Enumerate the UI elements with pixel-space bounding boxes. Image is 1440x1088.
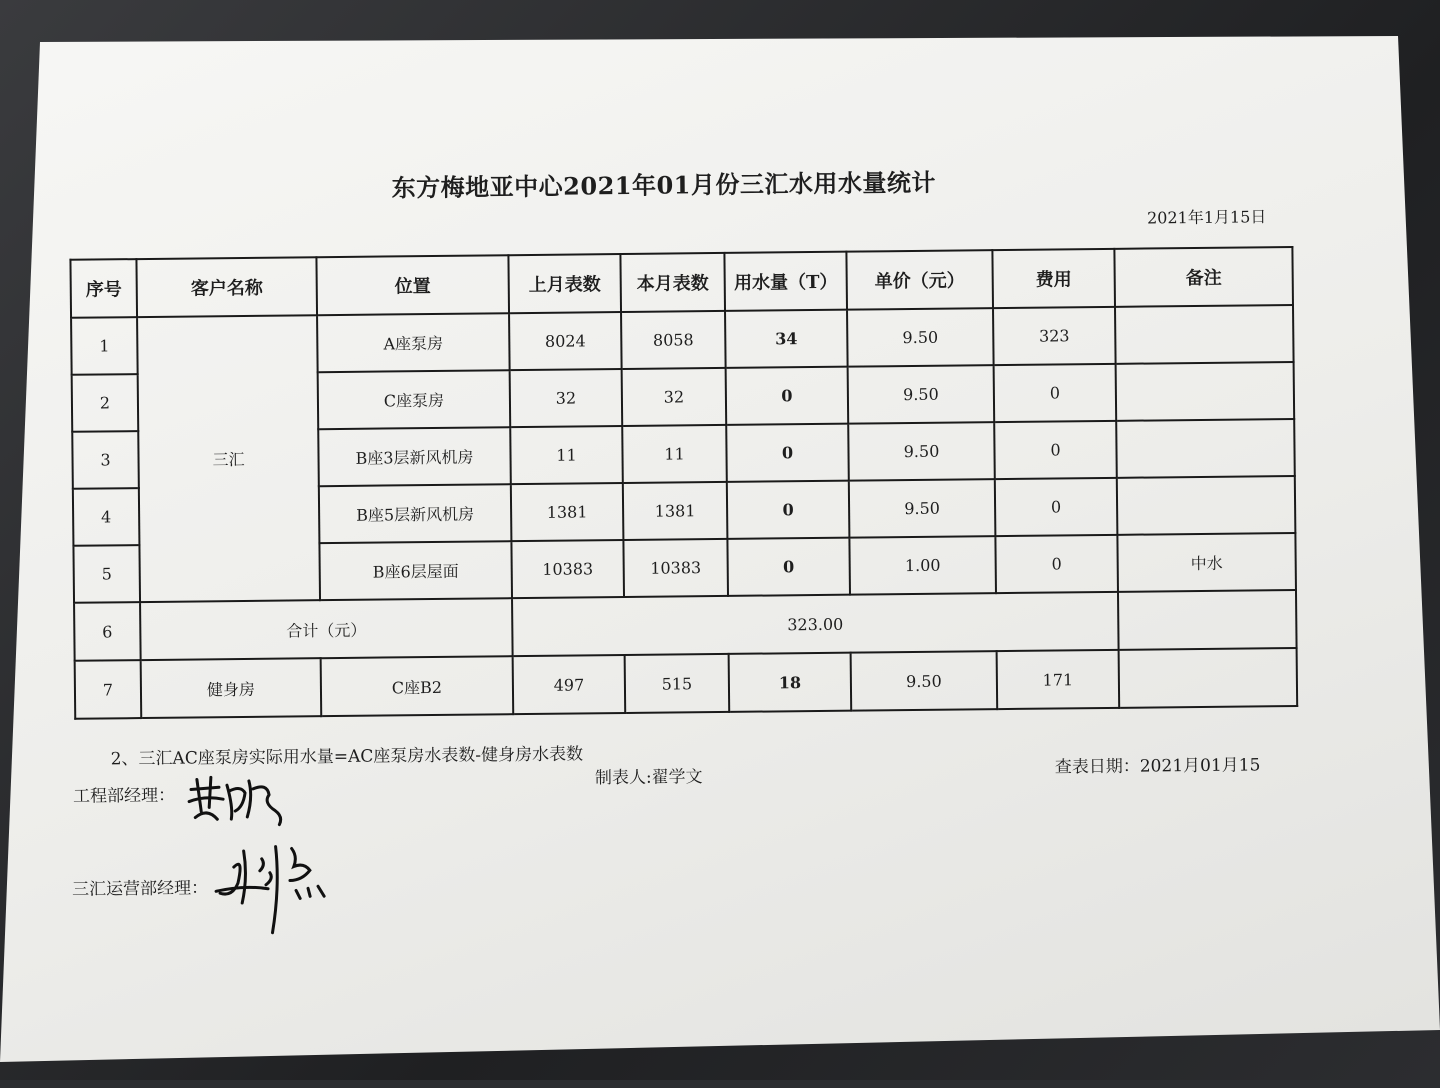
- row-location: A座泵房: [317, 313, 510, 372]
- operations-manager-signature: [214, 836, 335, 937]
- row-seq: 4: [73, 488, 140, 546]
- row-remark: 中水: [1117, 533, 1296, 592]
- row-unit-price: 9.50: [848, 365, 995, 424]
- header-unit-price: 单价（元）: [846, 250, 993, 310]
- row-fee: 0: [994, 364, 1117, 422]
- row-this-reading: 10383: [623, 539, 728, 597]
- header-location: 位置: [316, 255, 509, 315]
- document-date: 2021年1月15日: [1146, 207, 1267, 228]
- row-fee: 323: [993, 307, 1116, 365]
- operations-manager-label: 三汇运营部经理：: [71, 878, 209, 900]
- header-last-reading: 上月表数: [508, 254, 621, 313]
- gym-usage: 18: [729, 653, 852, 712]
- row-usage: 0: [726, 367, 849, 425]
- header-fee: 费用: [992, 249, 1115, 308]
- row-last-reading: 8024: [509, 312, 622, 370]
- header-remark: 备注: [1114, 247, 1293, 307]
- row-this-reading: 8058: [621, 311, 726, 369]
- row-usage: 0: [726, 424, 849, 482]
- total-seq: 6: [74, 602, 141, 661]
- row-last-reading: 32: [510, 369, 623, 427]
- engineering-manager-signature: [183, 766, 294, 827]
- water-usage-table: [69, 246, 1298, 720]
- engineering-manager-label: 工程部经理：: [72, 785, 176, 807]
- gym-this-reading: 515: [625, 654, 730, 713]
- row-fee: 0: [995, 478, 1118, 536]
- row-this-reading: 32: [622, 368, 727, 426]
- row-unit-price: 9.50: [849, 479, 996, 538]
- document-title: 东方梅地亚中心2021年01月份三汇水用水量统计: [391, 167, 937, 203]
- row-this-reading: 11: [622, 425, 727, 483]
- gym-location: C座B2: [321, 656, 514, 716]
- row-remark: [1116, 419, 1295, 478]
- row-fee: 0: [995, 535, 1118, 593]
- gym-unit-price: 9.50: [851, 651, 998, 711]
- row-location: B座5层新风机房: [319, 484, 512, 543]
- gym-last-reading: 497: [513, 655, 626, 714]
- row-remark: [1115, 305, 1294, 364]
- row-location: B座6层屋面: [319, 541, 512, 600]
- customer-name-cell: 三汇: [137, 315, 320, 602]
- row-usage: 0: [727, 538, 850, 596]
- gym-remark: [1119, 648, 1298, 708]
- gym-row: [75, 648, 1298, 719]
- row-seq: 2: [72, 374, 139, 432]
- row-last-reading: 1381: [511, 483, 624, 541]
- row-this-reading: 1381: [623, 482, 728, 540]
- row-usage: 0: [727, 481, 850, 539]
- total-value: 323.00: [512, 592, 1119, 656]
- row-unit-price: 1.00: [849, 536, 996, 595]
- header-customer: 客户名称: [136, 257, 317, 317]
- row-last-reading: 11: [510, 426, 623, 484]
- gym-seq: 7: [75, 660, 142, 719]
- row-unit-price: 9.50: [847, 308, 994, 367]
- gym-fee: 171: [997, 650, 1120, 709]
- table-maker: 制表人:翟学文: [594, 767, 703, 789]
- row-location: B座3层新风机房: [318, 427, 511, 486]
- row-location: C座泵房: [318, 370, 511, 429]
- check-date: 查表日期：2021月01月15: [1054, 755, 1261, 778]
- gym-customer: 健身房: [141, 658, 322, 718]
- row-seq: 3: [72, 431, 139, 489]
- total-label: 合计（元）: [140, 598, 513, 660]
- row-unit-price: 9.50: [848, 422, 995, 481]
- row-usage: 34: [725, 310, 848, 368]
- row-last-reading: 10383: [511, 540, 624, 598]
- row-remark: [1116, 362, 1295, 421]
- row-seq: 5: [73, 545, 140, 603]
- total-remark: [1118, 590, 1297, 650]
- footnote: 2、三汇AC座泵房实际用水量=AC座泵房水表数-健身房水表数: [110, 744, 584, 770]
- row-seq: 1: [71, 317, 138, 375]
- header-seq: 序号: [70, 259, 137, 318]
- header-this-reading: 本月表数: [620, 253, 725, 312]
- header-usage: 用水量（T）: [724, 252, 847, 311]
- row-fee: 0: [994, 421, 1117, 479]
- row-remark: [1117, 476, 1296, 535]
